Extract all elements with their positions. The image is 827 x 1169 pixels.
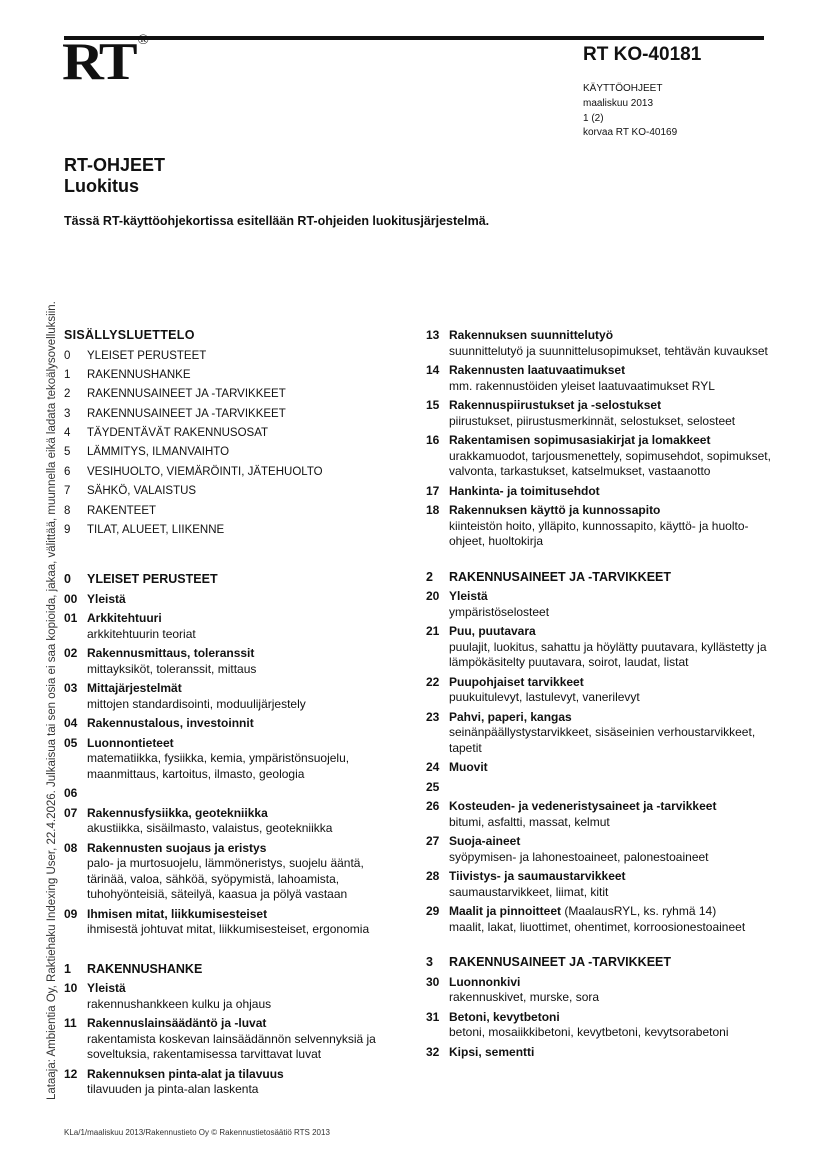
toc-label: TÄYDENTÄVÄT RAKENNUSOSAT (87, 427, 269, 440)
class-name-text: Rakennuspiirustukset ja -selostukset (449, 398, 662, 412)
class-entry (426, 398, 771, 429)
class-entry (426, 760, 771, 776)
class-name (449, 503, 771, 519)
doc-meta (583, 82, 677, 141)
class-code: 17 (426, 483, 440, 498)
toc-item (64, 426, 384, 445)
class-body (449, 328, 771, 359)
class-entry (64, 736, 384, 783)
class-code: 03 (64, 681, 78, 696)
class-name (449, 710, 771, 726)
class-code: 00 (64, 591, 78, 606)
section-title: RAKENNUSAINEET JA -TARVIKKEET (449, 955, 672, 969)
class-name-text: Rakentamisen sopimusasiakirjat ja lomakkeet (449, 433, 711, 447)
class-name (449, 799, 771, 815)
section-number: 3 (426, 955, 433, 969)
class-entry (426, 363, 771, 394)
class-name-text: Rakennusfysiikka, geotekniikka (87, 805, 268, 820)
class-code: 26 (426, 799, 440, 813)
class-entry (64, 786, 384, 802)
class-name-text: Muovit (449, 760, 488, 774)
class-entry (426, 1010, 771, 1041)
class-entry (64, 592, 384, 608)
class-body (449, 799, 771, 830)
section-title: RAKENNUSAINEET JA -TARVIKKEET (449, 569, 672, 584)
class-code: 08 (64, 840, 78, 855)
class-name-text: Luonnontieteet (87, 735, 174, 750)
toc-item (64, 504, 384, 523)
class-desc: maalit, lakat, liuottimet, ohentimet, korroosionestoaineet (449, 919, 746, 934)
class-name (449, 433, 771, 449)
class-body (87, 841, 384, 903)
class-name-text: Rakennuksen suunnittelutyö (449, 328, 614, 342)
class-code: 32 (426, 1044, 440, 1059)
class-desc: piirustukset, piirustusmerkinnät, selostukset, selosteet (449, 413, 736, 428)
class-code: 21 (426, 624, 440, 638)
meta-pages: 1 (2) (583, 112, 604, 124)
class-code: 15 (426, 398, 440, 412)
class-name (87, 736, 384, 752)
toc-number: 3 (64, 407, 71, 420)
toc-item (64, 445, 384, 464)
class-entry (426, 675, 771, 706)
class-name (449, 589, 771, 605)
class-name (449, 904, 771, 920)
class-entry (426, 624, 771, 671)
class-body (449, 675, 771, 706)
class-body (87, 786, 384, 802)
meta-date: maaliskuu 2013 (583, 97, 654, 109)
class-body (449, 869, 771, 900)
class-name-text: Hankinta- ja toimitusehdot (449, 483, 600, 498)
toc-label: LÄMMITYS, ILMANVAIHTO (87, 446, 230, 459)
class-name (449, 328, 771, 344)
class-code: 01 (64, 611, 78, 626)
class-entry (426, 834, 771, 865)
class-name-text: Pahvi, paperi, kangas (449, 709, 572, 724)
class-code: 12 (64, 1066, 78, 1081)
class-name-text: Yleistä (87, 591, 126, 606)
class-entry (64, 681, 384, 712)
class-name-text: Rakennusmittaus, toleranssit (87, 646, 255, 661)
class-name-text: Rakennuksen pinta-alat ja tilavuus (87, 1066, 284, 1081)
class-desc: saumaustarvikkeet, liimat, kitit (449, 884, 609, 899)
section-heading (64, 962, 384, 978)
class-code: 10 (64, 981, 78, 996)
toc-label: YLEISET PERUSTEET (87, 349, 207, 362)
class-desc: matematiikka, fysiikka, kemia, ympäristönsuojelu, maanmittaus, kartoitus, ilmasto, geologia (87, 751, 350, 781)
section-number: 0 (64, 572, 71, 587)
class-code: 11 (64, 1016, 77, 1031)
intro-text: Tässä RT-käyttöohjekortissa esitellään RT-ohjeiden luokitusjärjestelmä. (64, 214, 490, 228)
class-entry (426, 433, 771, 480)
class-entry (64, 981, 384, 1012)
toc-label: RAKENTEET (87, 504, 157, 517)
top-rule (64, 36, 764, 40)
class-body (449, 1045, 771, 1061)
class-entry (426, 869, 771, 900)
class-code: 13 (426, 328, 440, 342)
class-body (449, 503, 771, 550)
class-body (87, 611, 384, 642)
class-name-text: Kosteuden- ja vedeneristysaineet ja -tarvikkeet (449, 799, 717, 813)
class-entry (426, 780, 771, 796)
class-body (449, 710, 771, 757)
section-title: RAKENNUSHANKE (87, 961, 203, 976)
toc-heading: SISÄLLYSLUETTELO (64, 328, 195, 342)
class-name (87, 907, 384, 923)
class-body (449, 780, 771, 796)
toc-number: 5 (64, 446, 71, 459)
class-body (87, 716, 384, 732)
class-name (449, 760, 771, 776)
class-code: 04 (64, 716, 78, 731)
class-desc: tilavuuden ja pinta-alan laskenta (87, 1082, 259, 1097)
class-desc: kiinteistön hoito, ylläpito, kunnossapito, käyttö- ja huolto-ohjeet, huoltokirja (449, 518, 749, 548)
class-entry (426, 484, 771, 500)
class-desc: seinänpäällystystarvikkeet, sisäseinien verhoustarvikkeet, tapetit (449, 725, 756, 755)
class-name (449, 834, 771, 850)
class-name-text: Mittajärjestelmät (87, 681, 182, 696)
page-subtitle: Luokitus (64, 176, 139, 196)
download-notice: Lataaja: Ambientia Oy, Raktiehaku Indexing User, 22.4.2026. Julkaisua tai sen osia ei saa kopioida, jakaa, välittää, muunnella eikä ladata tekoälysovelluksiin. (46, 301, 58, 1100)
class-name (449, 1010, 771, 1026)
class-name-text: Puu, puutavara (449, 624, 536, 638)
rt-logo (62, 31, 149, 92)
right-column (426, 328, 771, 1064)
meta-replaces: korvaa RT KO-40169 (583, 127, 678, 139)
class-name-text: Yleistä (449, 589, 488, 603)
class-entry (426, 710, 771, 757)
class-code: 09 (64, 906, 78, 921)
class-code: 22 (426, 674, 440, 689)
class-desc: suunnittelutyö ja suunnittelusopimukset, tehtävän kuvaukset (449, 343, 768, 358)
class-code: 25 (426, 779, 440, 794)
class-name-text: Arkkitehtuuri (87, 611, 162, 626)
toc-item (64, 349, 384, 368)
class-body (87, 592, 384, 608)
class-body (449, 484, 771, 500)
class-body (449, 760, 771, 776)
toc-number: 0 (64, 349, 71, 362)
class-desc: rakentamista koskevan lainsäädännön selvennyksiä ja soveltuksia, rakentamisessa tarvittavat luvat (87, 1031, 376, 1062)
class-body (87, 736, 384, 783)
class-name-text: Betoni, kevytbetoni (449, 1009, 560, 1024)
class-name-text: Rakennusten laatuvaatimukset (449, 363, 626, 377)
toc-item (64, 387, 384, 406)
class-name (87, 841, 384, 857)
class-code: 02 (64, 646, 78, 661)
class-entry (426, 799, 771, 830)
class-desc: bitumi, asfaltti, massat, kelmut (449, 814, 610, 829)
class-name (87, 981, 384, 997)
class-code: 07 (64, 805, 78, 820)
class-entry (64, 716, 384, 732)
doc-number: RT KO-40181 (583, 44, 702, 65)
class-name-text: Rakennusten suojaus ja eristys (87, 840, 267, 855)
class-code: 28 (426, 869, 440, 883)
class-name-text: Rakennustalous, investoinnit (87, 716, 254, 731)
class-entry (64, 841, 384, 903)
class-name-text: Ihmisen mitat, liikkumisesteiset (87, 906, 268, 921)
class-body (87, 646, 384, 677)
class-desc: akustiikka, sisäilmasto, valaistus, geotekniikka (87, 821, 333, 836)
class-body (449, 975, 771, 1006)
class-desc: puulajit, luokitus, sahattu ja höylätty puutavara, kyllästetty ja lämpökäsitelty puutavara, soirot, laudat, listat (449, 639, 767, 669)
class-body (449, 834, 771, 865)
class-name (449, 363, 771, 379)
class-entry (426, 1045, 771, 1061)
class-entry (426, 975, 771, 1006)
class-code: 16 (426, 433, 440, 447)
class-name-text: Rakennuksen käyttö ja kunnossapito (449, 503, 661, 517)
toc-label: VESIHUOLTO, VIEMÄRÖINTI, JÄTEHUOLTO (87, 465, 323, 478)
class-name-text: Maalit ja pinnoitteet (449, 904, 562, 918)
toc-label: RAKENNUSAINEET JA -TARVIKKEET (87, 388, 286, 401)
toc-number: 1 (64, 368, 71, 381)
class-code: 30 (426, 974, 440, 989)
class-desc: betoni, mosaiikkibetoni, kevytbetoni, kevytsorabetoni (449, 1025, 729, 1039)
class-name-text: Yleistä (87, 981, 126, 996)
class-body (87, 681, 384, 712)
class-name (87, 1067, 384, 1083)
toc-number: 2 (64, 388, 71, 401)
class-code: 27 (426, 834, 440, 848)
class-entry (426, 328, 771, 359)
class-body (449, 433, 771, 480)
class-code: 20 (426, 589, 440, 603)
class-name (449, 869, 771, 885)
class-desc: mittojen standardisointi, moduulijärjestely (87, 696, 306, 711)
class-desc: rakennuskivet, murske, sora (449, 990, 600, 1004)
toc-item (64, 407, 384, 426)
class-name-text: Luonnonkivi (449, 974, 521, 989)
class-desc: urakkamuodot, tarjousmenettely, sopimusehdot, sopimukset, valvonta, tarkastukset, katselmukset, vastaanotto (449, 448, 771, 478)
class-code: 05 (64, 735, 78, 750)
logo-text: RT (62, 31, 135, 92)
class-code: 23 (426, 709, 440, 724)
class-desc: puukuitulevyt, lastulevyt, vanerilevyt (449, 690, 640, 704)
toc-item (64, 523, 384, 542)
toc-label: SÄHKÖ, VALAISTUS (87, 485, 197, 498)
class-entry (426, 904, 771, 935)
toc-number: 8 (64, 504, 71, 517)
class-name (87, 716, 384, 732)
toc-label: TILAT, ALUEET, LIIKENNE (87, 524, 225, 537)
class-name (87, 1016, 384, 1032)
toc-label: RAKENNUSHANKE (87, 368, 191, 381)
class-name-text: Suoja-aineet (449, 834, 521, 848)
class-name (87, 646, 384, 662)
section-heading (426, 570, 771, 586)
toc-number: 9 (64, 524, 71, 537)
meta-type: KÄYTTÖOHJEET (583, 83, 663, 94)
class-body (87, 806, 384, 837)
class-desc: ympäristöselosteet (449, 604, 550, 619)
class-name-note: (MaalausRYL, ks. ryhmä 14) (561, 904, 717, 918)
class-desc: ihmisestä johtuvat mitat, liikkumisesteiset, ergonomia (87, 922, 370, 937)
class-name (87, 611, 384, 627)
class-name (87, 681, 384, 697)
class-body (449, 589, 771, 620)
class-desc: palo- ja murtosuojelu, lämmöneristys, suojelu ääntä, tärinää, valoa, sähköä, syöpymistä, lahoamista, tuhohyönteisiä, säteilyä, kaasua ja pölyä vastaan (87, 856, 364, 902)
toc-number: 4 (64, 427, 71, 440)
class-desc: rakennushankkeen kulku ja ohjaus (87, 996, 272, 1011)
class-entry (64, 1016, 384, 1063)
class-entry (64, 646, 384, 677)
class-name (449, 624, 771, 640)
toc-item (64, 368, 384, 387)
section-heading (426, 955, 771, 971)
class-name (449, 484, 771, 500)
toc-label: RAKENNUSAINEET JA -TARVIKKEET (87, 407, 286, 420)
section-title: YLEISET PERUSTEET (87, 572, 218, 587)
class-name-text: Kipsi, sementti (449, 1044, 535, 1059)
class-body (87, 981, 384, 1012)
class-desc: syöpymisen- ja lahonestoaineet, palonestoaineet (449, 849, 709, 864)
class-code: 31 (426, 1009, 440, 1024)
registered-mark: ® (137, 33, 149, 48)
class-entry (426, 589, 771, 620)
class-entry (426, 503, 771, 550)
class-body (449, 904, 771, 935)
class-name (449, 675, 771, 691)
class-body (87, 907, 384, 938)
class-desc: mm. rakennustöiden yleiset laatuvaatimukset RYL (449, 378, 715, 393)
toc-item (64, 484, 384, 503)
section-number: 2 (426, 569, 433, 584)
class-body (449, 398, 771, 429)
toc-number: 7 (64, 485, 71, 498)
class-code: 18 (426, 503, 440, 517)
class-code: 06 (64, 786, 78, 801)
class-name (449, 398, 771, 414)
class-desc: arkkitehtuurin teoriat (87, 626, 196, 641)
class-body (449, 363, 771, 394)
class-body (87, 1067, 384, 1098)
footer: KLa/1/maaliskuu 2013/Rakennustieto Oy © Rakennustietosäätiö RTS 2013 (64, 1128, 330, 1137)
toc-item (64, 465, 384, 484)
class-body (87, 1016, 384, 1063)
class-name-text: Tiivistys- ja saumaustarvikkeet (449, 869, 626, 883)
class-entry (64, 806, 384, 837)
class-entry (64, 907, 384, 938)
class-name (87, 592, 384, 608)
toc-number: 6 (64, 465, 71, 478)
class-name-text: Puupohjaiset tarvikkeet (449, 674, 584, 689)
class-code: 14 (426, 363, 440, 377)
class-entry (64, 1067, 384, 1098)
class-name (87, 806, 384, 822)
page-title: RT-OHJEET (64, 155, 166, 175)
class-name-text: Rakennuslainsäädäntö ja -luvat (87, 1016, 267, 1031)
class-desc: mittayksiköt, toleranssit, mittaus (87, 661, 257, 676)
class-body (449, 624, 771, 671)
section-heading (64, 572, 384, 588)
class-code: 29 (426, 904, 440, 918)
class-code: 24 (426, 760, 440, 774)
class-entry (64, 611, 384, 642)
section-number: 1 (64, 961, 71, 976)
class-name (449, 975, 771, 991)
class-body (449, 1010, 771, 1041)
left-column (64, 328, 384, 1102)
class-name (449, 1045, 771, 1061)
